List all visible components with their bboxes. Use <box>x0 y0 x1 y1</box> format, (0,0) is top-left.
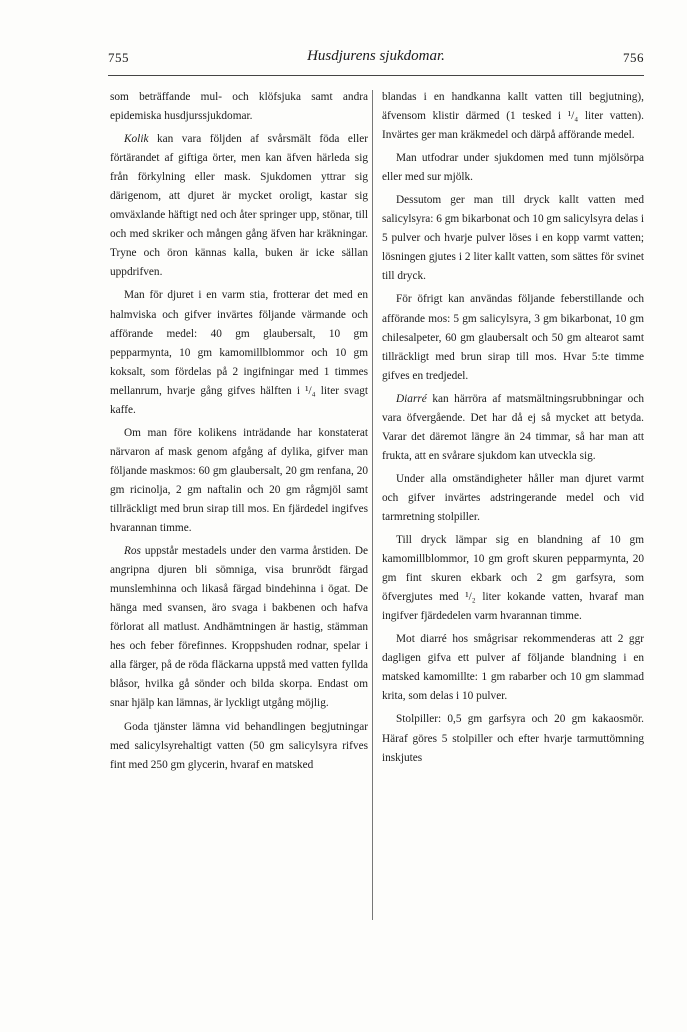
paragraph-text: kan vara följden af svårsmält föda eller förtärandet af giftiga örter, men kan äfven härleda sig från förkylning eller mask. Sjukdomen yttrar sig därigenom, att djuret är mycket oroligt, kastar sig omväxlande häftigt ned och åter springer upp, stönar, till och med skriker och mången gång äfven har kräkningar. Tryne och öron kännas kalla, buken är icke sällan uppdrifven. <box>110 133 368 279</box>
paragraph <box>382 290 644 385</box>
running-title: Husdjurens sjukdomar. <box>307 48 445 64</box>
paragraph-lead-term: Kolik <box>124 133 149 146</box>
column-divider <box>372 90 373 920</box>
paragraph <box>110 424 368 538</box>
paragraph <box>382 149 644 187</box>
paragraph-text: Man för djuret i en varm stia, frotterar det med en halmviska och gifver invärtes följande värmande och afförande medel: 40 gm glaubersalt, 10 gm pepparmynta, 10 gm kamomillblommor och 10 gm koksalt, som fördelas på 2 ingifningar med 1 timmes mellanrum, hvarje gång gifves hälften i ¹/₄ liter svagt kaffe. <box>110 289 368 416</box>
paragraph <box>110 286 368 419</box>
paragraph-text: Stolpiller: 0,5 gm garfsyra och 20 gm kakaosmör. Häraf göres 5 stolpiller och efter hvarje tarmuttömning inskjutes <box>382 713 644 764</box>
paragraph-text: kan härröra af matsmältningsrubbningar och vara öfvergående. Det har då ej så mycket att betyda. Varar det däremot längre än 24 timmar, så har man att frukta, att en svårare sjukdom kan utveckla sig. <box>382 392 644 462</box>
paragraph-text: Goda tjänster lämna vid behandlingen begjutningar med salicylsyrehaltigt vatten (50 gm salicylsyra rifves fint med 250 gm glycerin, hvaraf en matsked <box>110 720 368 771</box>
paragraph-text: blandas i en handkanna kallt vatten till begjutning), äfvensom klistir därmed (1 tesked i ¹/₄ liter vatten). Invärtes ger man kräkmedel och därpå afförande medel. <box>382 91 644 142</box>
paragraph <box>382 470 644 527</box>
left-column <box>110 88 368 779</box>
paragraph <box>382 191 644 286</box>
header-rule <box>108 75 644 76</box>
paragraph-text: uppstår mestadels under den varma årstiden. De angripna djuren bli sömniga, visa brunrödt färgad munslemhinna och likaså färgad bindehinna i ögat. De hänga med svansen, äro svaga i bakbenen och hafva förlorat all matlust. Andhämtningen är hastig, stämman hes och feber förefinnes. Kroppshuden rodnar, spelar i alla färger, på de röda fläckarna uppstå med vatten fyllda blåsor, hvilka gå sönder och bilda skorpa. Endast om snar hjälp kan lämnas, är lyckligt utgång möjlig. <box>110 545 368 710</box>
paragraph <box>382 390 644 466</box>
paragraph <box>382 531 644 626</box>
paragraph <box>110 88 368 126</box>
paragraph <box>110 130 368 282</box>
paragraph-text: För öfrigt kan användas följande feberstillande och afförande mos: 5 gm salicylsyra, 3 gm bikarbonat, 10 gm chilesalpeter, 60 gm glaubersalt och 50 gm altearot samt tillräckligt med brun sirap till mos. Hvar 5:te timme gifves en tredjedel. <box>382 293 644 382</box>
paragraph-text: Till dryck lämpar sig en blandning af 10 gm kamomillblommor, 10 gm groft skuren pepparmynta, 20 gm fint skuren ekbark och 2 gm garfsyra, som öfvergjutes med ¹/₂ liter kokande vatten, hvaraf man ingifver fjärdedelen varm hvarannan timme. <box>382 534 644 623</box>
paragraph <box>382 630 644 706</box>
paragraph-text: Man utfodrar under sjukdomen med tunn mjölsörpa eller med sur mjölk. <box>382 152 644 184</box>
paragraph-text: Mot diarré hos smågrisar rekommenderas att 2 ggr dagligen gifva ett pulver af följande blandning i en matsked kamomillte: 1 gm rabarber och 10 gm slammad krita, som delas i 10 pulver. <box>382 633 644 703</box>
right-column <box>382 88 644 772</box>
left-page-number: 755 <box>108 50 129 65</box>
paragraph-lead-term: Diarré <box>396 392 427 405</box>
paragraph-lead-term: Ros <box>124 545 141 558</box>
paragraph <box>382 88 644 145</box>
page-header <box>108 50 644 72</box>
paragraph-text: Under alla omständigheter håller man djuret varmt och gifver invärtes adstringerande medel och vid tarmretning stolpiller. <box>382 472 644 523</box>
paragraph <box>382 710 644 767</box>
paragraph-text: Om man före kolikens inträdande har konstaterat närvaron af mask genom afgång af dylika, gifver man följande maskmos: 60 gm glaubersalt, 20 gm renfana, 20 gm ricinolja, 2 gm naftalin och 20 gm rågmjöl samt tillräckligt med brun sirap till mos. En fjärdedel ingifves hvarannan timme. <box>110 426 368 535</box>
paragraph-text: som beträffande mul- och klöfsjuka samt andra epidemiska husdjurssjukdomar. <box>110 91 368 123</box>
paragraph <box>110 542 368 713</box>
right-page-number: 756 <box>623 50 644 65</box>
paragraph-text: Dessutom ger man till dryck kallt vatten med salicylsyra: 6 gm bikarbonat och 10 gm salicylsyra delas i 5 pulver och hvarje pulver löses i en kopp varmt vatten; lösningen gjutes i 2 liter kallt vatten, som sättes för svinet till dryck. <box>382 194 644 283</box>
paragraph <box>110 718 368 775</box>
